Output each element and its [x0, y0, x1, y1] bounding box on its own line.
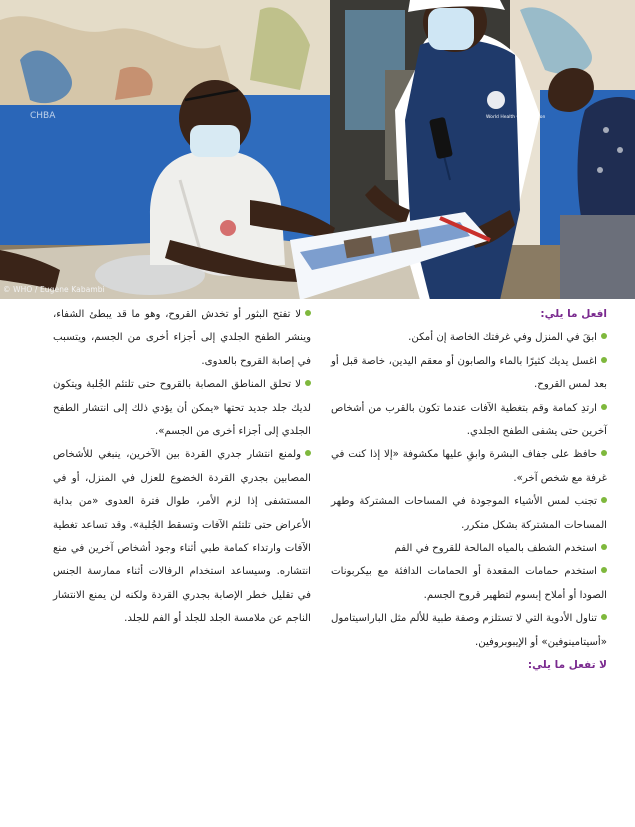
prevention-paragraph: [53, 443, 311, 630]
photo-scene: [0, 0, 635, 299]
do-item-text: ارتدِ كمامة وقم بتغطية الآفات عندما تكون بالقرب من أشخاص آخرين حتى يشفى الطفح الجلدي.: [331, 402, 607, 438]
do-item-text: تجنب لمس الأشياء الموجودة في المساحات المشتركة وطهر المساحات المشتركة بشكل متكرر.: [331, 496, 607, 531]
bullet-icon: [601, 333, 607, 339]
dont-item-text: لا تفتح البثور أو تخدش القروح، وهو ما قد يبطئ الشفاء، وينشر الطفح الجلدي إلى أجزاء أخرى من الجسم، ويتسبب في إصابة القروح بالعدوى.: [53, 309, 311, 367]
do-item: [331, 326, 607, 349]
do-item-text: حافظ على جفاف البشرة وابقِ عليها مكشوفة «إلا إذا كنت في غرفة مع شخص آخر».: [331, 449, 607, 484]
dont-item: [53, 373, 311, 443]
bullet-icon: [305, 380, 311, 386]
photo-credit: © WHO / Eugene Kabambi: [3, 285, 105, 294]
bullet-icon: [601, 544, 607, 550]
do-item: [331, 397, 607, 444]
bullet-icon: [601, 357, 607, 363]
do-item: [331, 350, 607, 397]
bullet-icon: [305, 310, 311, 316]
do-item-text: اغسل يديك كثيرًا بالماء والصابون أو معقم اليدين، خاصة قبل أو بعد لمس القروح.: [331, 355, 607, 391]
bullet-icon: [601, 614, 607, 620]
do-item-text: استخدم الشطف بالمياه المالحة للقروح في الفم: [394, 543, 597, 555]
dont-heading: لا تفعل ما يلي:: [527, 659, 607, 672]
header-photo: [0, 0, 635, 299]
do-item: [331, 537, 607, 560]
vest-logo-text: World Health Organization: [486, 115, 546, 120]
dont-item-text: لا تحلق المناطق المصابة بالقروح حتى تلتئم الجُلبة ويتكون لديك جلد جديد تحتها «يمكن أن يؤدي ذلك إلى انتشار الطفح الجلدي إلى أجزاء أخرى من الجسم».: [53, 379, 311, 438]
do-item-text: استخدم حمامات المقعدة أو الحمامات الدافئة مع بيكربونات الصودا أو أملاح إبسوم لتطهير قروح الجسم.: [331, 566, 607, 601]
do-item: [331, 607, 607, 654]
bullet-icon: [601, 404, 607, 410]
bullet-icon: [305, 450, 311, 456]
do-item: [331, 490, 607, 537]
do-item: [331, 443, 607, 490]
do-item-text: تناول الأدوية التي لا تستلزم وصفة طبية للألم مثل الباراسيتامول «أسيتامينوفين» أو الإيبوبروفين.: [331, 613, 607, 648]
do-heading: افعل ما يلي:: [540, 308, 607, 320]
do-column: [331, 303, 607, 678]
prevention-paragraph-text: ولمنع انتشار جدري القردة بين الآخرين، ينبغي للأشخاص المصابين بجدري القردة الخضوع للعزل في المنزل، أو في المستشفى إذا لزم الأمر، طوال فترة العدوى «من بداية الأعراض حتى تلتئم الآفات وتسقط الجُلبة». وقد تساعد تغطية الآفات وارتداء كمامة طبي أثناء وجود أشخاص آخرين في منع انتشاره. وسيساعد استخدام الرفالات أثناء ممارسة الجنس في تقليل خطر الإصابة بجدري القردة ولكنه لن يمنع الانتشار الناجم عن ملامسة الجلد للجلد أو الفم للجلد.: [53, 449, 311, 625]
dont-item: [53, 303, 311, 373]
bullet-icon: [601, 497, 607, 503]
dont-column: [53, 303, 311, 631]
do-item: [331, 560, 607, 607]
wall-text: CHBA: [30, 111, 56, 121]
bullet-icon: [601, 567, 607, 573]
bullet-icon: [601, 450, 607, 456]
do-item-text: ابقَ في المنزل وفي غرفتك الخاصة إن أمكن.: [408, 332, 597, 344]
